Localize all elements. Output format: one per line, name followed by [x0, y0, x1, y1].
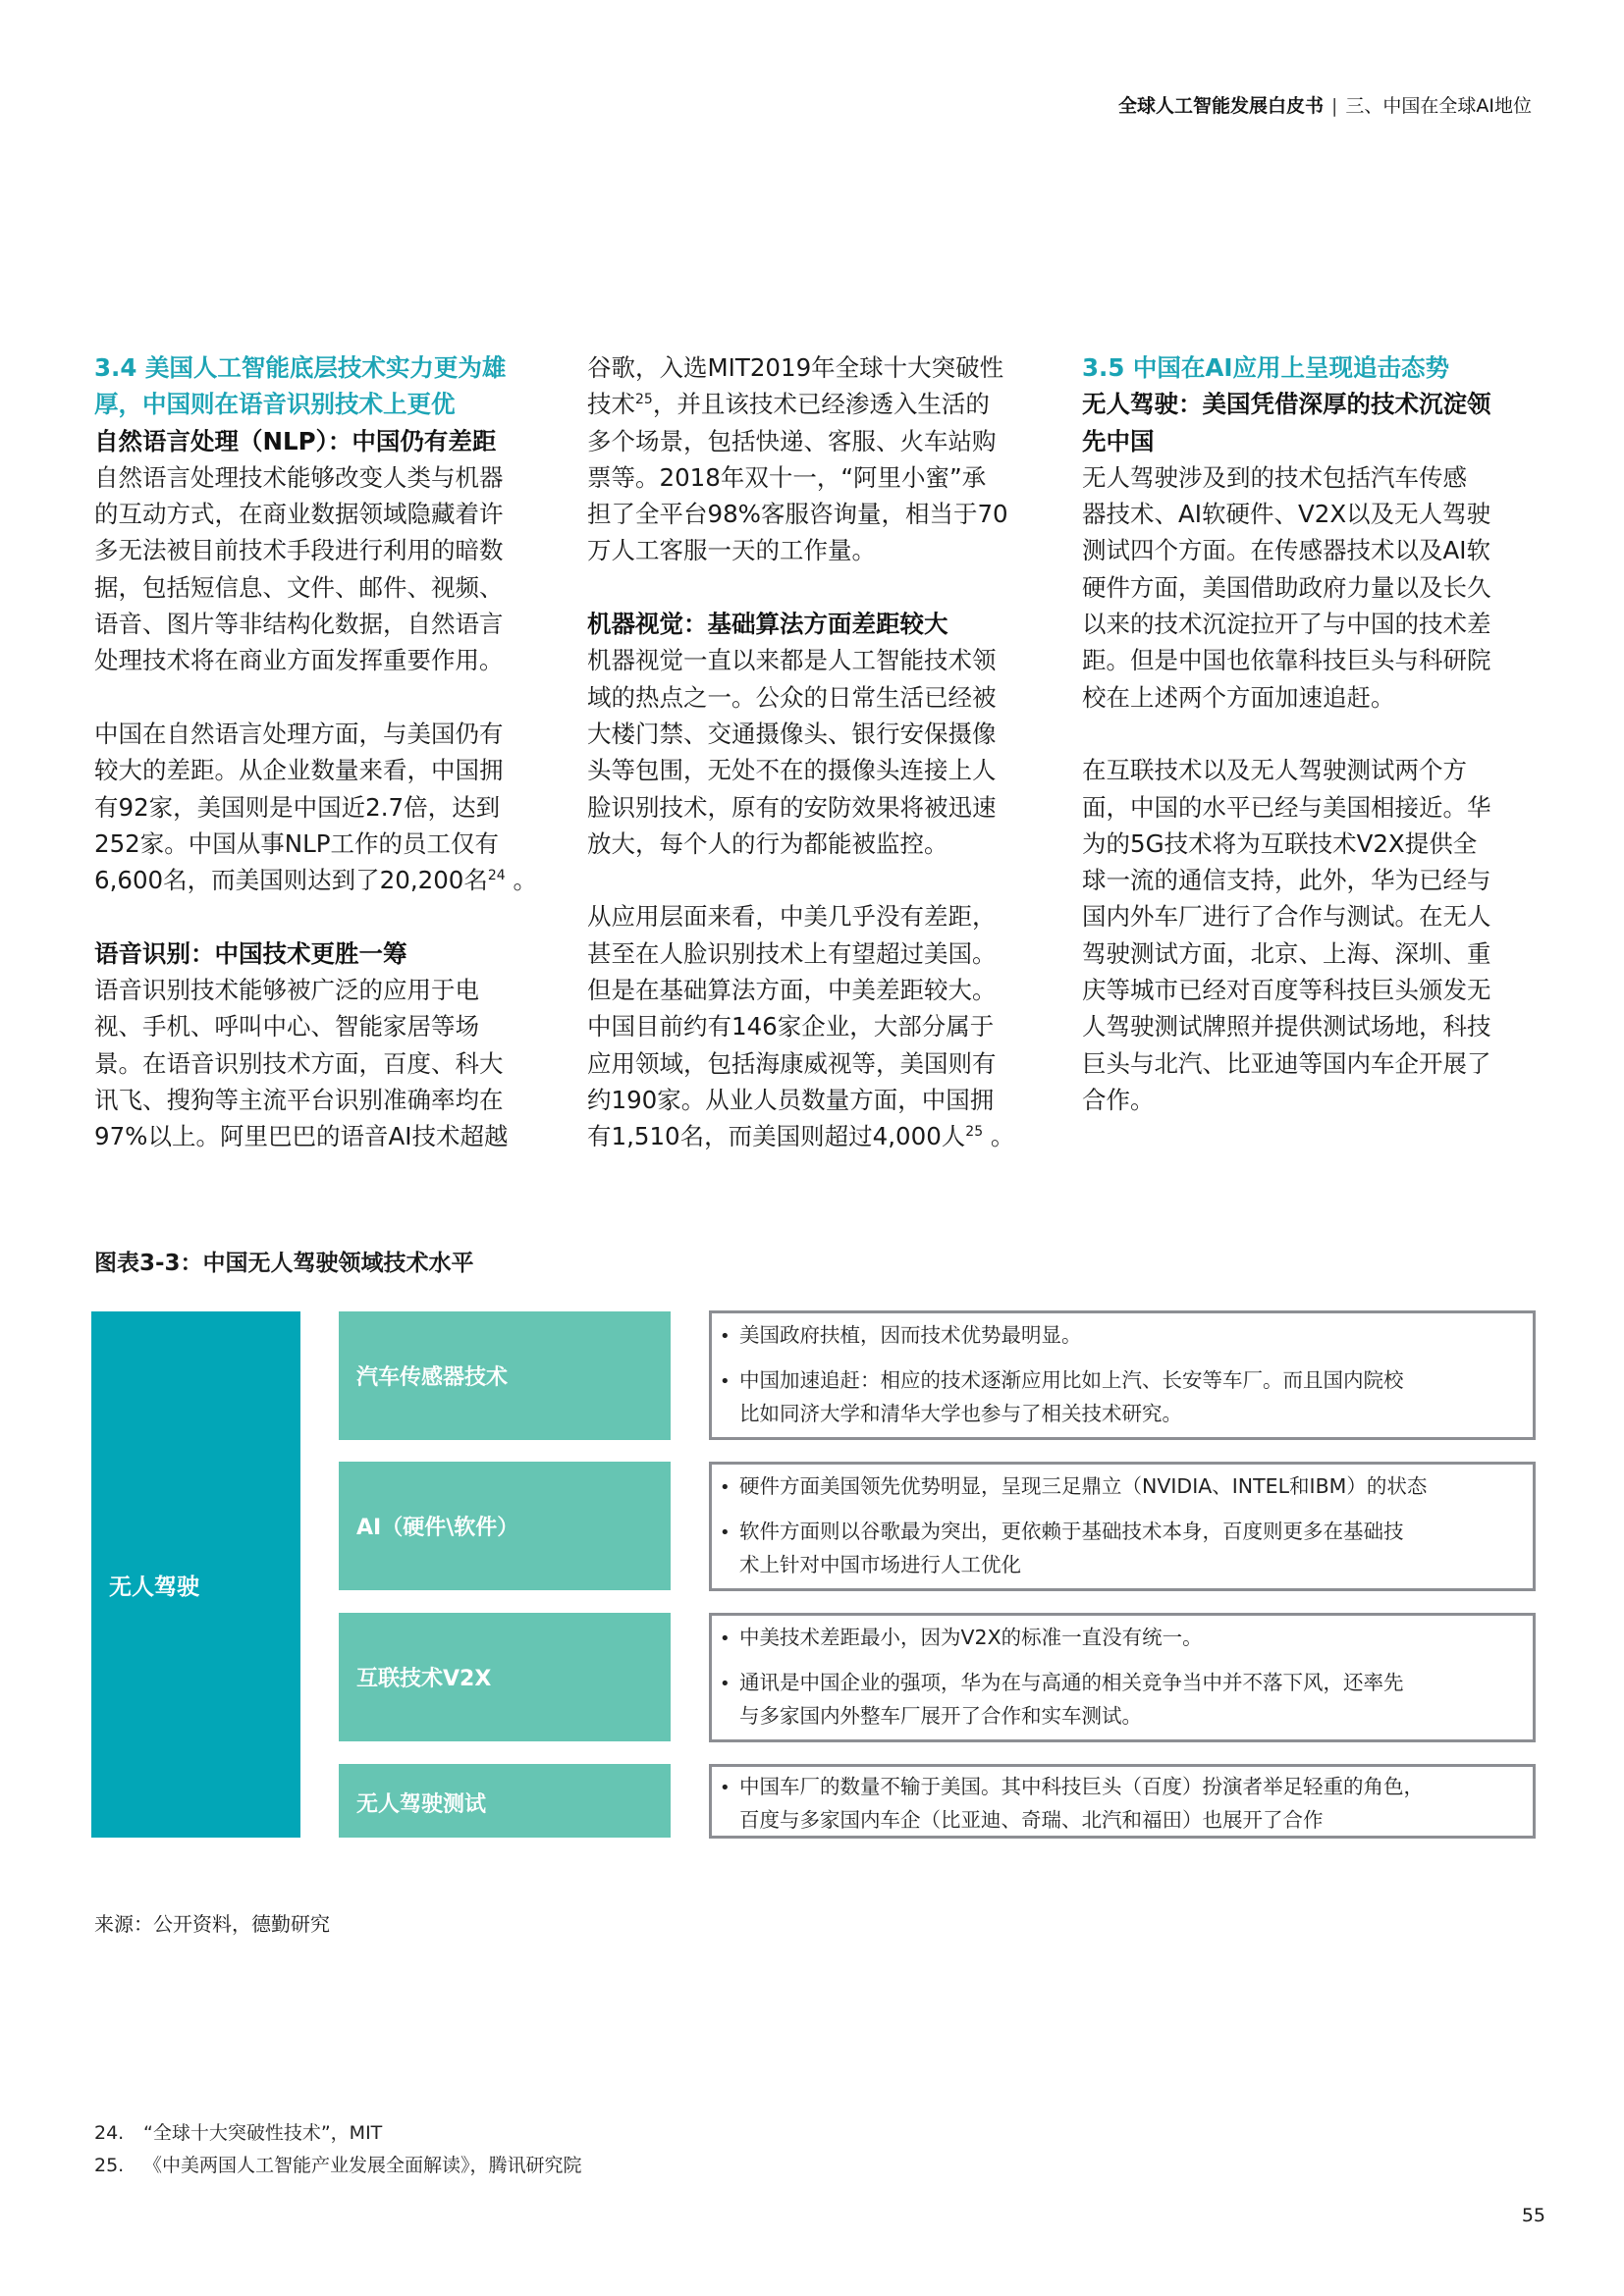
text-line: 97%以上。阿里巴巴的语音AI技术超越 — [94, 1122, 509, 1151]
text-line: 校在上述两个方面加速追赶。 — [1082, 682, 1395, 712]
text-line: 谷歌，入选MIT2019年全球十大突破性 — [587, 353, 1004, 382]
section-heading-3-5: 3.5 中国在AI应用上呈现追击态势 — [1082, 353, 1450, 382]
text-line: 硬件方面，美国借助政府力量以及长久 — [1082, 572, 1491, 602]
bullet-item — [720, 1470, 1427, 1504]
bullet-item — [720, 1667, 1404, 1733]
footnote-ref-24[interactable]: 24 — [487, 868, 506, 884]
autonomous-subheading: 无人驾驶：美国凭借深厚的技术沉淀领 — [1082, 390, 1491, 419]
bullet-text: 中国车厂的数量不输于美国。其中科技巨头（百度）扮演者举足轻重的角色， — [739, 1775, 1424, 1798]
column-3 — [1082, 349, 1543, 1118]
text-line: 大楼门禁、交通摄像头、银行安保摄像 — [587, 719, 997, 748]
text-line: 的互动方式，在商业数据领域隐藏着许 — [94, 500, 504, 529]
bullet-text-cont: 术上针对中国市场进行人工优化 — [739, 1553, 1021, 1576]
footnote-number: 25. — [94, 2155, 125, 2176]
text-line — [587, 1118, 1049, 1154]
text-line: 巨头与北汽、比亚迪等国内车企开展了 — [1082, 1048, 1491, 1078]
nlp-paragraph-1 — [94, 459, 556, 679]
running-header — [1118, 91, 1532, 118]
footnote-text: 《中美两国人工智能产业发展全面解读》，腾讯研究院 — [143, 2155, 582, 2176]
text-run: 有1,510名，而美国则超过4,000人 — [587, 1122, 966, 1151]
category-label: 汽车传感器技术 — [356, 1365, 509, 1390]
text-line — [94, 862, 556, 898]
text-line: 脸识别技术，原有的安防效果将被迅速 — [587, 792, 997, 822]
category-box-ai — [339, 1462, 671, 1590]
text-line: 驾驶测试方面，北京、上海、深圳、重 — [1082, 938, 1491, 968]
vision-paragraph-2 — [587, 898, 1049, 1154]
bullet-text-cont: 百度与多家国内车企（比亚迪、奇瑞、北汽和福田）也展开了合作 — [739, 1808, 1324, 1832]
footnote-ref-25[interactable]: 25 — [635, 392, 653, 408]
chapter-title: 三、中国在全球AI地位 — [1345, 95, 1532, 117]
category-box-sensor — [339, 1311, 671, 1440]
text-line: 多无法被目前技术手段进行利用的暗数 — [94, 536, 504, 565]
figure-title: 图表3-3：中国无人驾驶领域技术水平 — [94, 1251, 474, 1276]
text-line: 据，包括短信息、文件、邮件、视频、 — [94, 572, 504, 602]
text-line: 测试四个方面。在传感器技术以及AI软 — [1082, 536, 1490, 565]
text-line: 为的5G技术将为互联技术V2X提供全 — [1082, 828, 1478, 858]
text-line: 器技术、AI软硬件、V2X以及无人驾驶 — [1082, 500, 1491, 529]
text-line: 自然语言处理技术能够改变人类与机器 — [94, 462, 504, 492]
root-node-box — [91, 1311, 300, 1838]
text-line: 担了全平台98%客服咨询量，相当于70 — [587, 500, 1008, 529]
speech-subheading: 语音识别：中国技术更胜一筹 — [94, 938, 407, 968]
bullet-text: 通讯是中国企业的强项，华为在与高通的相关竞争当中并不落下风，还率先 — [739, 1671, 1404, 1694]
speech-paragraph-cont — [587, 349, 1049, 569]
speech-paragraph — [94, 972, 556, 1154]
page-number: 55 — [1521, 2205, 1545, 2226]
description-box-ai — [709, 1462, 1536, 1591]
text-line: 头等包围，无处不在的摄像头连接上人 — [587, 756, 997, 785]
text-line: 人驾驶测试牌照并提供测试场地，科技 — [1082, 1012, 1491, 1041]
text-line: 较大的差距。从企业数量来看，中国拥 — [94, 756, 504, 785]
text-line: 域的热点之一。公众的日常生活已经被 — [587, 682, 997, 712]
text-run: 6,600名，而美国则达到了20,200名 — [94, 866, 488, 895]
category-label: 无人驾驶测试 — [356, 1792, 487, 1817]
description-box-testing — [709, 1764, 1536, 1839]
text-line: 无人驾驶涉及到的技术包括汽车传感 — [1082, 462, 1467, 492]
category-label: AI（硬件\软件） — [356, 1516, 519, 1540]
text-line: 距。但是中国也依靠科技巨头与科研院 — [1082, 646, 1491, 675]
vision-subheading: 机器视觉：基础算法方面差距较大 — [587, 610, 948, 639]
footnote-text: “全球十大突破性技术”，MIT — [143, 2122, 383, 2144]
vision-paragraph-1 — [587, 642, 1049, 862]
autonomous-paragraph-1 — [1082, 459, 1543, 716]
text-line: 语音识别技术能够被广泛的应用于电 — [94, 976, 479, 1005]
text-line: 应用领域，包括海康威视等，美国则有 — [587, 1048, 997, 1078]
figure-source: 来源：公开资料，德勤研究 — [94, 1912, 330, 1936]
category-box-testing — [339, 1764, 671, 1838]
bullet-item — [720, 1771, 1424, 1837]
text-line: 票等。2018年双十一，“阿里小蜜”承 — [587, 462, 987, 492]
autonomous-subheading-cont: 先中国 — [1082, 426, 1155, 455]
bullet-text: 硬件方面美国领先优势明显，呈现三足鼎立（NVIDIA、INTEL和IBM）的状态 — [739, 1474, 1428, 1498]
header-separator: | — [1330, 95, 1338, 117]
text-line: 视、手机、呼叫中心、智能家居等场 — [94, 1012, 479, 1041]
bullet-text: 中美技术差距最小，因为V2X的标准一直没有统一。 — [739, 1626, 1203, 1649]
text-line: 252家。中国从事NLP工作的员工仅有 — [94, 828, 500, 858]
column-1 — [94, 349, 556, 1155]
text-run: 。 — [983, 1122, 1015, 1151]
text-line: 中国目前约有146家企业，大部分属于 — [587, 1012, 995, 1041]
category-box-v2x — [339, 1613, 671, 1741]
bullet-text: 软件方面则以谷歌最为突出，更依赖于基础技术本身，百度则更多在基础技 — [739, 1520, 1404, 1543]
text-line: 有92家，美国则是中国近2.7倍，达到 — [94, 792, 501, 822]
root-node-label: 无人驾驶 — [109, 1575, 199, 1600]
text-line: 处理技术将在商业方面发挥重要作用。 — [94, 646, 504, 675]
footnote-ref-25[interactable]: 25 — [965, 1124, 984, 1141]
text-line: 庆等城市已经对百度等科技巨头颁发无 — [1082, 976, 1491, 1005]
text-line: 面，中国的水平已经与美国相接近。华 — [1082, 792, 1491, 822]
text-line: 机器视觉一直以来都是人工智能技术领 — [587, 646, 997, 675]
description-box-sensor — [709, 1310, 1536, 1440]
text-line: 讯飞、搜狗等主流平台识别准确率均在 — [94, 1085, 504, 1114]
text-line: 语音、图片等非结构化数据，自然语言 — [94, 610, 504, 639]
bullet-item — [720, 1319, 1082, 1353]
text-line: 约190家。从业人员数量方面，中国拥 — [587, 1085, 995, 1114]
text-line: 在互联技术以及无人驾驶测试两个方 — [1082, 756, 1467, 785]
text-line: 甚至在人脸识别技术上有望超过美国。 — [587, 938, 997, 968]
text-run: 技术 — [587, 390, 635, 419]
category-label: 互联技术V2X — [356, 1667, 492, 1691]
text-line: 放大，每个人的行为都能被监控。 — [587, 828, 948, 858]
footnote-24 — [94, 2118, 382, 2145]
book-title: 全球人工智能发展白皮书 — [1117, 95, 1324, 117]
section-heading-3-4-cont: 厚，中国则在语音识别技术上更优 — [94, 390, 456, 419]
text-line: 万人工客服一天的工作量。 — [587, 536, 876, 565]
bullet-item — [720, 1364, 1404, 1430]
description-box-v2x — [709, 1613, 1536, 1742]
text-line: 景。在语音识别技术方面，百度、科大 — [94, 1048, 504, 1078]
text-run: 。 — [505, 866, 537, 895]
bullet-text-cont: 与多家国内外整车厂展开了合作和实车测试。 — [739, 1704, 1142, 1728]
bullet-item — [720, 1622, 1203, 1655]
bullet-text: 美国政府扶植，因而技术优势最明显。 — [739, 1323, 1082, 1347]
section-heading-3-4: 3.4 美国人工智能底层技术实力更为雄 — [94, 353, 507, 382]
bullet-item — [720, 1516, 1404, 1581]
text-line: 合作。 — [1082, 1085, 1155, 1114]
text-line: 多个场景，包括快递、客服、火车站购 — [587, 426, 997, 455]
bullet-text-cont: 比如同济大学和清华大学也参与了相关技术研究。 — [739, 1402, 1182, 1425]
text-line: 国内外车厂进行了合作与测试。在无人 — [1082, 902, 1491, 932]
footnote-number: 24. — [94, 2122, 125, 2144]
text-line: 球一流的通信支持，此外，华为已经与 — [1082, 866, 1491, 895]
nlp-paragraph-2 — [94, 716, 556, 898]
nlp-subheading: 自然语言处理（NLP）：中国仍有差距 — [94, 426, 497, 455]
text-line: 以来的技术沉淀拉开了与中国的技术差 — [1082, 610, 1491, 639]
text-line: 从应用层面来看，中美几乎没有差距， — [587, 902, 997, 932]
autonomous-paragraph-2 — [1082, 752, 1543, 1118]
text-run: ，并且该技术已经渗透入生活的 — [652, 390, 990, 419]
bullet-text: 中国加速追赶：相应的技术逐渐应用比如上汽、长安等车厂。而且国内院校 — [739, 1368, 1404, 1392]
footnote-25 — [94, 2151, 582, 2177]
text-line: 中国在自然语言处理方面，与美国仍有 — [94, 719, 504, 748]
column-2 — [587, 349, 1049, 1155]
text-line — [587, 386, 1049, 422]
text-line: 但是在基础算法方面，中美差距较大。 — [587, 976, 997, 1005]
